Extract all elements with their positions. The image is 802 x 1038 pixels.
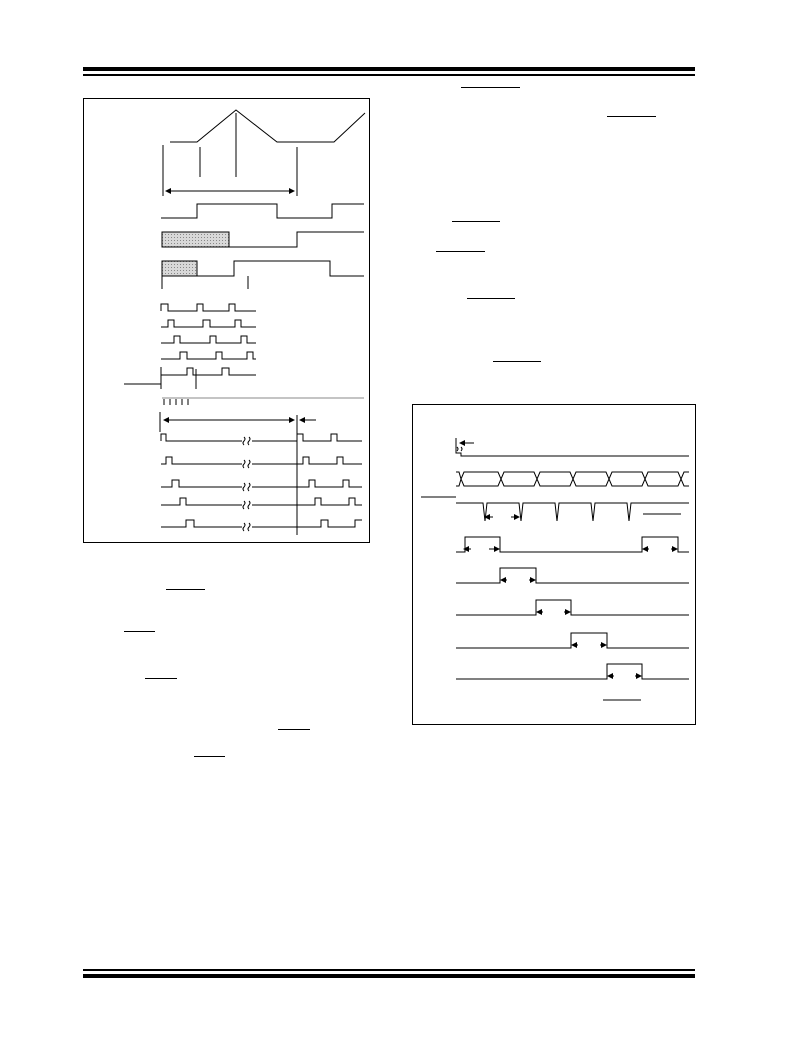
vdd-ramp-waveform [170, 110, 365, 142]
overbar-mark [461, 87, 520, 88]
overbar-mark [493, 361, 541, 362]
overbar-mark [145, 678, 177, 679]
overbar-mark [166, 589, 205, 590]
overbar-mark [452, 221, 500, 222]
pulse-waveform-row-5 [161, 520, 362, 527]
footer-rule-thin [83, 969, 695, 971]
power-up-timing-figure [83, 98, 370, 543]
clock-waveform [456, 503, 689, 521]
reset-step-waveform [124, 367, 161, 384]
hatched-region-2 [162, 261, 197, 276]
clock-waveform-2 [161, 320, 256, 327]
phase-timing-diagram [413, 405, 697, 726]
pulse-waveform-row-2 [161, 457, 362, 464]
step-waveform-2 [229, 232, 364, 247]
clock-waveform-1 [161, 304, 256, 311]
break-marks [243, 437, 250, 531]
hatched-region-1 [162, 232, 229, 247]
step-waveform [456, 438, 689, 456]
phase-pulse-4 [456, 633, 689, 648]
phase-pulse-2 [456, 568, 689, 583]
power-up-timing-diagram [84, 99, 371, 544]
bus-waveform [456, 472, 689, 486]
phase-timing-figure [412, 404, 696, 725]
phase-pulse-5 [456, 664, 689, 679]
overbar-mark [194, 756, 225, 757]
footer-rule-thick [83, 974, 695, 978]
overbar-mark [436, 251, 485, 252]
overbar-mark [124, 631, 155, 632]
pulse-waveform-row-3 [161, 480, 362, 487]
overbar-mark [278, 729, 310, 730]
step-waveform-3 [197, 261, 364, 276]
pulse-waveform-row-1 [161, 434, 362, 441]
header-rule-thick [83, 67, 695, 71]
phase-pulse-3 [456, 600, 689, 615]
overbar-mark [607, 116, 656, 117]
tick-marks [164, 399, 188, 405]
overbar-mark [467, 298, 515, 299]
phase-pulse-1 [456, 537, 689, 552]
clock-waveform-3 [161, 336, 256, 343]
pulse-waveform-row-4 [161, 498, 362, 505]
header-rule-thin [83, 74, 695, 76]
clock-waveform-5 [161, 368, 256, 375]
pulse-waveform-1 [161, 204, 364, 218]
clock-waveform-4 [161, 352, 256, 359]
